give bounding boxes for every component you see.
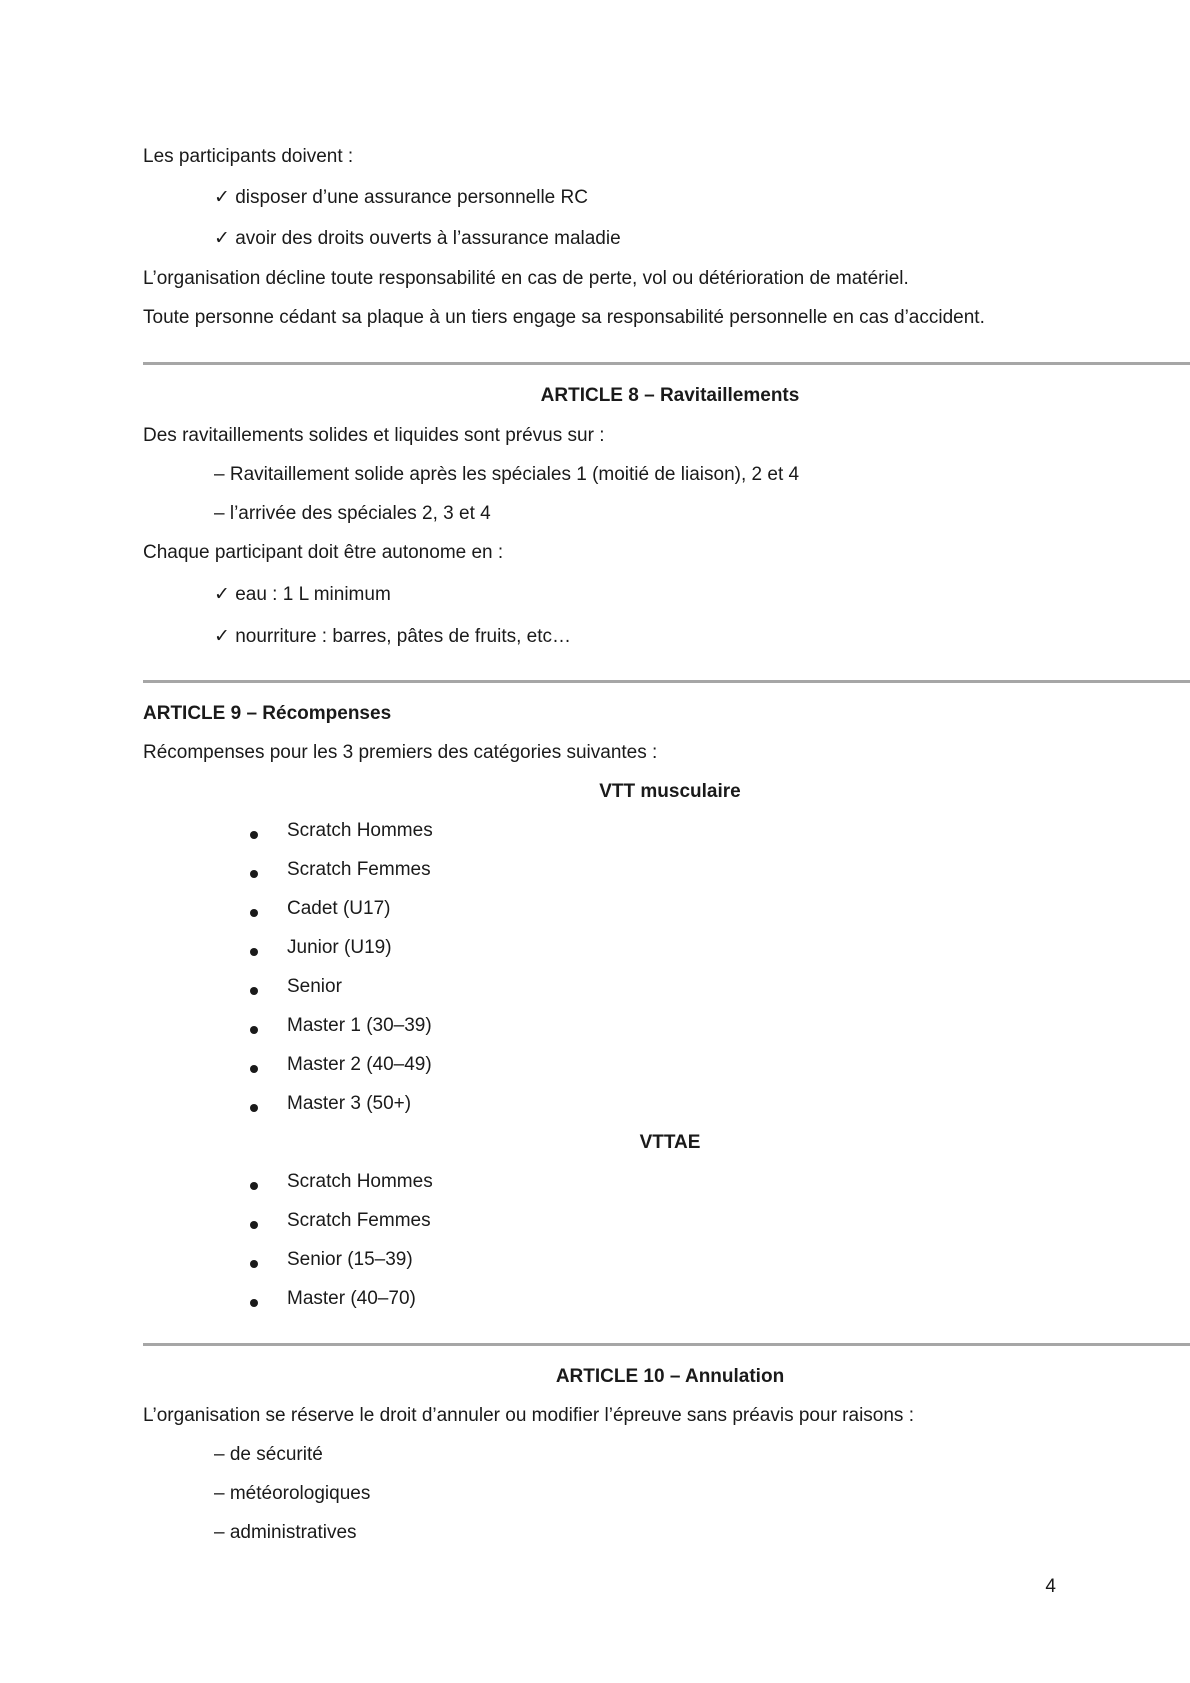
bullet-icon xyxy=(250,1104,258,1112)
bullet-icon xyxy=(250,1260,258,1268)
dash-item: – administratives xyxy=(214,1522,357,1543)
bullet-icon xyxy=(250,1299,258,1307)
section-divider xyxy=(143,362,1190,365)
list-item: Scratch Hommes xyxy=(287,820,433,841)
list-item: Senior (15–39) xyxy=(287,1249,413,1270)
bullet-icon xyxy=(250,1182,258,1190)
dash-item: – météorologiques xyxy=(214,1483,371,1504)
check-item: ✓ disposer d’une assurance personnelle RC xyxy=(214,187,588,208)
page-number: 4 xyxy=(1045,1576,1056,1597)
list-item: Senior xyxy=(287,976,342,997)
check-item: ✓ avoir des droits ouverts à l’assurance maladie xyxy=(214,228,621,249)
list-item: Master 2 (40–49) xyxy=(287,1054,432,1075)
paragraph: Toute personne cédant sa plaque à un tiers engage sa responsabilité personnelle en cas d’accident. xyxy=(143,307,985,328)
bullet-icon xyxy=(250,1065,258,1073)
check-item: ✓ eau : 1 L minimum xyxy=(214,584,391,605)
section-divider xyxy=(143,1343,1190,1346)
list-item: Cadet (U17) xyxy=(287,898,391,919)
bullet-icon xyxy=(250,948,258,956)
list-item: Junior (U19) xyxy=(287,937,392,958)
bullet-icon xyxy=(250,909,258,917)
category-group-title: VTTAE xyxy=(639,1132,701,1153)
intro-lead: Les participants doivent : xyxy=(143,146,354,167)
bullet-icon xyxy=(250,987,258,995)
paragraph: Récompenses pour les 3 premiers des catégories suivantes : xyxy=(143,742,658,763)
category-group-title: VTT musculaire xyxy=(599,781,741,802)
article-8-title: ARTICLE 8 – Ravitaillements xyxy=(540,385,800,406)
list-item: Scratch Hommes xyxy=(287,1171,433,1192)
article-10-title: ARTICLE 10 – Annulation xyxy=(555,1366,785,1387)
paragraph: L’organisation décline toute responsabilité en cas de perte, vol ou détérioration de matériel. xyxy=(143,268,909,289)
dash-item: – Ravitaillement solide après les spéciales 1 (moitié de liaison), 2 et 4 xyxy=(214,464,800,485)
dash-item: – l’arrivée des spéciales 2, 3 et 4 xyxy=(214,503,491,524)
bullet-icon xyxy=(250,1026,258,1034)
list-item: Master 1 (30–39) xyxy=(287,1015,432,1036)
list-item: Scratch Femmes xyxy=(287,859,431,880)
paragraph: L’organisation se réserve le droit d’annuler ou modifier l’épreuve sans préavis pour raisons : xyxy=(143,1405,914,1426)
paragraph: Chaque participant doit être autonome en : xyxy=(143,542,504,563)
check-item: ✓ nourriture : barres, pâtes de fruits, etc… xyxy=(214,626,572,647)
list-item: Master (40–70) xyxy=(287,1288,416,1309)
paragraph: Des ravitaillements solides et liquides sont prévus sur : xyxy=(143,425,605,446)
article-9-title: ARTICLE 9 – Récompenses xyxy=(143,703,392,724)
dash-item: – de sécurité xyxy=(214,1444,323,1465)
bullet-icon xyxy=(250,831,258,839)
list-item: Master 3 (50+) xyxy=(287,1093,412,1114)
section-divider xyxy=(143,680,1190,683)
bullet-icon xyxy=(250,870,258,878)
bullet-icon xyxy=(250,1221,258,1229)
list-item: Scratch Femmes xyxy=(287,1210,431,1231)
